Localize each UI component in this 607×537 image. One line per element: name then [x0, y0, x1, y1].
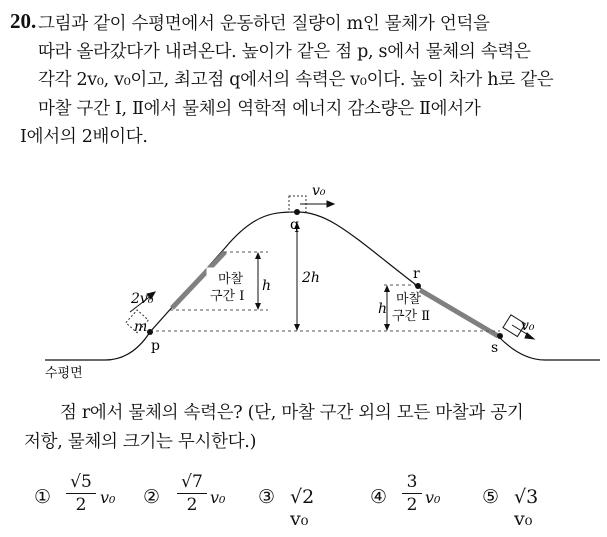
prompt-line-2: 저항, 물체의 크기는 무시한다.) — [24, 432, 257, 452]
label-speed-q: v₀ — [312, 183, 326, 199]
label-p: p — [151, 338, 160, 354]
hill-curve — [45, 212, 600, 360]
option-5-value: √3 v₀ — [514, 486, 539, 530]
label-s: s — [491, 340, 499, 356]
label-mass: m — [134, 319, 148, 335]
option-3-number: ③ — [258, 486, 276, 508]
question-line-4: 마찰 구간 Ⅰ, Ⅱ에서 물체의 역학적 에너지 감소량은 Ⅱ에서가 — [38, 99, 481, 119]
label-height-h2: h — [378, 301, 388, 317]
point-p-dot — [147, 329, 153, 335]
label-zone1-line1: 마찰 — [218, 272, 244, 287]
prompt-line-1: 점 r에서 물체의 속력은? (단, 마찰 구간 외의 모든 마찰과 공기 — [60, 403, 524, 423]
option-4-number: ④ — [370, 486, 388, 508]
option-2-suffix: v₀ — [210, 488, 226, 507]
point-r-dot — [415, 283, 421, 289]
question-line-1: 그림과 같이 수평면에서 운동하던 질량이 m인 물체가 언덕을 — [38, 14, 490, 34]
question-line-5: Ⅰ에서의 2배이다. — [20, 127, 148, 147]
point-q-dot — [294, 209, 300, 215]
option-3-value: √2 v₀ — [290, 486, 315, 530]
label-speed-p: 2v₀ — [131, 291, 154, 307]
friction-zone-2 — [420, 290, 498, 336]
option-4-suffix: v₀ — [425, 488, 441, 507]
point-s-dot — [497, 333, 503, 339]
question-number: 20. — [10, 9, 37, 33]
label-height-2h: 2h — [302, 270, 320, 286]
option-1-fraction: √5 2 — [66, 472, 96, 515]
option-1-number: ① — [34, 486, 52, 508]
label-zone2-line1: 마찰 — [396, 292, 422, 307]
option-5-number: ⑤ — [482, 486, 500, 508]
label-r: r — [413, 266, 420, 282]
label-zone2-line2: 구간 Ⅱ — [392, 309, 431, 324]
option-2-number: ② — [143, 486, 161, 508]
option-1-suffix: v₀ — [100, 488, 116, 507]
question-line-2: 따라 올라갔다가 내려온다. 높이가 같은 점 p, s에서 물체의 속력은 — [38, 42, 531, 62]
option-4-fraction: 3 2 — [402, 472, 422, 515]
option-2-fraction: √7 2 — [177, 472, 207, 515]
label-q: q — [290, 217, 299, 233]
label-height-h1: h — [262, 278, 272, 294]
label-speed-s: v₀ — [521, 318, 535, 334]
question-line-3: 각각 2v₀, v₀이고, 최고점 q에서의 속력은 v₀이다. 높이 차가 h로 같은 — [38, 70, 554, 90]
label-zone1-line2: 구간 Ⅰ — [210, 289, 245, 304]
label-ground: 수평면 — [45, 366, 83, 381]
